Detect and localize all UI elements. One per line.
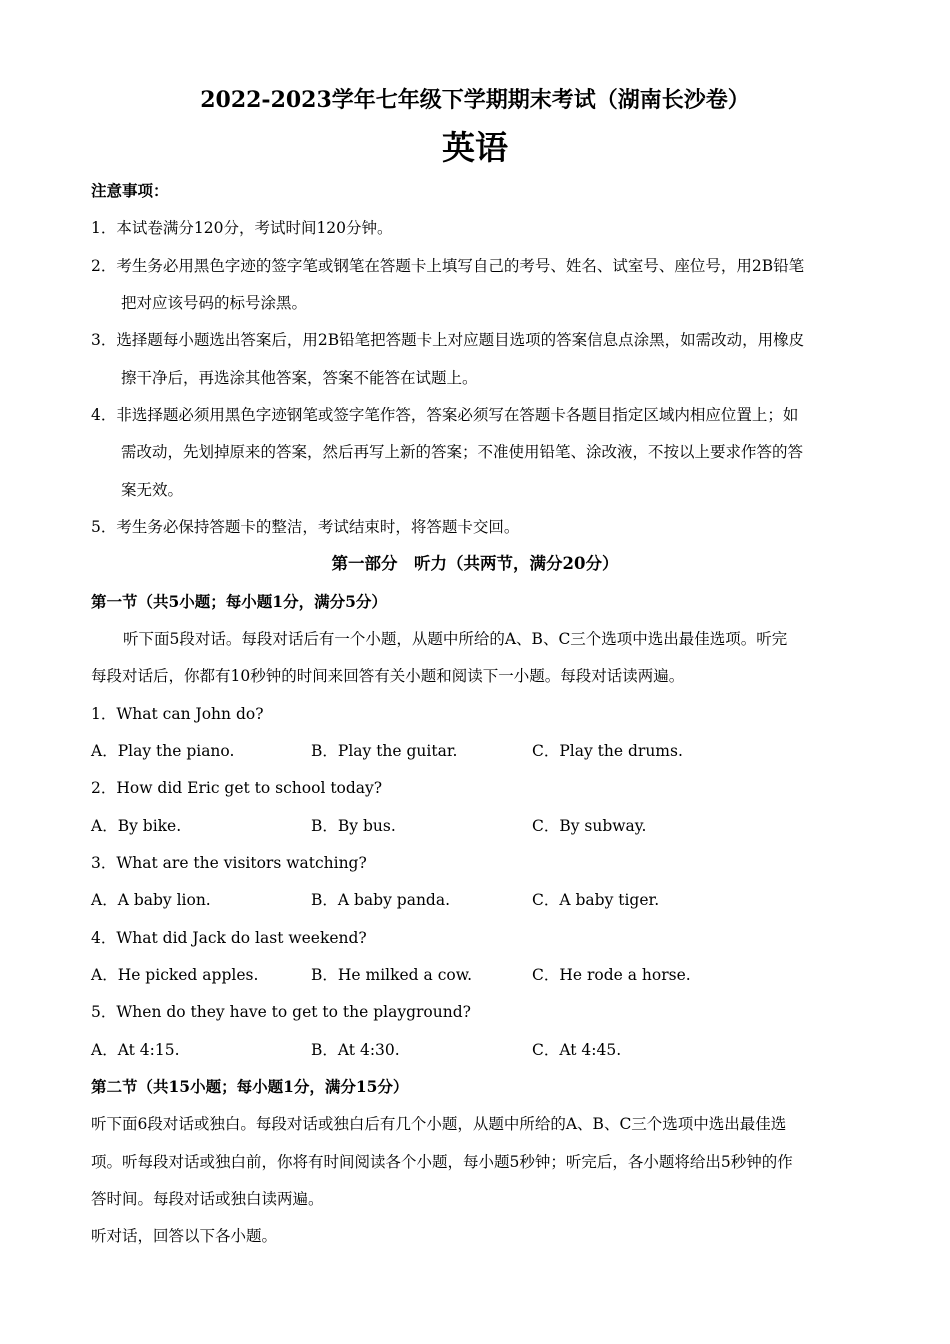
q3-option-c: C．A baby tiger. — [532, 891, 660, 909]
section2-instruction-cont2: 答时间。每段对话或独白读两遍。 — [91, 1190, 324, 1208]
q4-option-a: A．He picked apples. — [91, 966, 259, 984]
notice-item-1: 1．本试卷满分120分，考试时间120分钟。 — [91, 219, 393, 237]
notice-item-2: 2．考生务必用黑色字迹的签字笔或钢笔在答题卡上填写自己的考号、姓名、试室号、座位号，用2B铅笔 — [91, 257, 805, 275]
section2-heading: 第二节（共15小题；每小题1分，满分15分） — [91, 1077, 409, 1096]
notice-item-4-cont: 需改动，先划掉原来的答案，然后再写上新的答案；不准使用铅笔、涂改液，不按以上要求作答的答 — [121, 443, 804, 461]
notice-item-5: 5．考生务必保持答题卡的整洁，考试结束时，将答题卡交回。 — [91, 518, 520, 536]
subject-title: 英语 — [442, 128, 508, 167]
exam-title: 2022-2023学年七年级下学期期末考试（湖南长沙卷） — [200, 87, 750, 113]
q3-option-a: A．A baby lion. — [91, 891, 211, 909]
question-2: 2．How did Eric get to school today? — [91, 779, 383, 797]
section2-instruction: 听下面6段对话或独白。每段对话或独白后有几个小题，从题中所给的A、B、C三个选项中选出最佳选 — [91, 1115, 787, 1133]
q1-option-c: C．Play the drums. — [532, 742, 683, 760]
notice-item-2-cont: 把对应该号码的标号涂黑。 — [121, 294, 308, 312]
part1-heading: 第一部分 听力（共两节，满分20分） — [331, 554, 619, 573]
q3-option-b: B．A baby panda. — [311, 891, 451, 909]
q4-option-c: C．He rode a horse. — [532, 966, 691, 984]
question-4: 4．What did Jack do last weekend? — [91, 929, 367, 947]
notice-heading: 注意事项： — [91, 181, 169, 200]
notice-item-3: 3．选择题每小题选出答案后，用2B铅笔把答题卡上对应题目选项的答案信息点涂黑，如需改动，用橡皮 — [91, 331, 805, 349]
q5-option-a: A．At 4:15. — [91, 1041, 180, 1059]
q2-option-b: B．By bus. — [311, 817, 396, 835]
q4-option-b: B．He milked a cow. — [311, 966, 473, 984]
section1-instruction-cont: 每段对话后，你都有10秒钟的时间来回答有关小题和阅读下一小题。每段对话读两遍。 — [91, 667, 685, 685]
notice-item-4-cont2: 案无效。 — [121, 481, 184, 499]
q5-option-c: C．At 4:45. — [532, 1041, 622, 1059]
q2-option-c: C．By subway. — [532, 817, 647, 835]
q1-option-b: B．Play the guitar. — [311, 742, 458, 760]
section1-instruction: 听下面5段对话。每段对话后有一个小题，从题中所给的A、B、C三个选项中选出最佳选项。听完 — [123, 630, 788, 648]
q5-option-b: B．At 4:30. — [311, 1041, 400, 1059]
notice-item-4: 4．非选择题必须用黑色字迹钢笔或签字笔作答，答案必须写在答题卡各题目指定区域内相应位置上；如 — [91, 406, 799, 424]
section2-listen-prompt: 听对话，回答以下各小题。 — [91, 1227, 278, 1245]
notice-item-3-cont: 擦干净后，再选涂其他答案，答案不能答在试题上。 — [121, 369, 478, 387]
section2-instruction-cont: 项。听每段对话或独白前，你将有时间阅读各个小题，每小题5秒钟；听完后，各小题将给出5秒钟的作 — [91, 1153, 793, 1171]
question-5: 5．When do they have to get to the playground? — [91, 1003, 471, 1021]
question-1: 1．What can John do? — [91, 705, 264, 723]
section1-heading: 第一节（共5小题；每小题1分，满分5分） — [91, 592, 387, 611]
q1-option-a: A．Play the piano. — [91, 742, 235, 760]
q2-option-a: A．By bike. — [91, 817, 182, 835]
question-3: 3．What are the visitors watching? — [91, 854, 367, 872]
